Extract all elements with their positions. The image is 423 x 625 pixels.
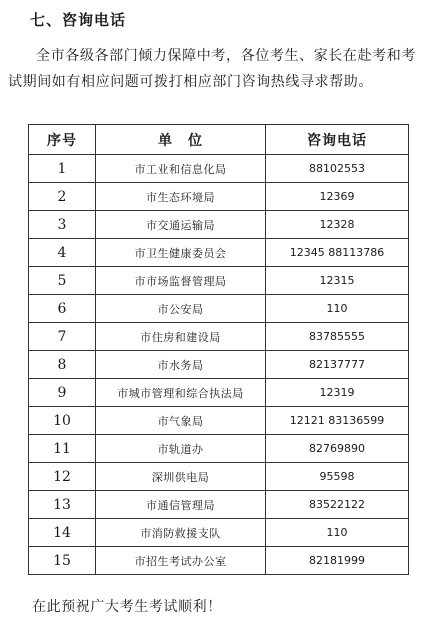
header-seq: 序号 xyxy=(29,125,96,155)
row-phone: 110 xyxy=(266,519,409,547)
row-seq: 9 xyxy=(29,379,96,407)
row-unit: 市水务局 xyxy=(96,351,266,379)
table-row xyxy=(29,435,409,463)
table-row xyxy=(29,519,409,547)
table-row xyxy=(29,267,409,295)
table-row xyxy=(29,491,409,519)
row-seq: 12 xyxy=(29,463,96,491)
row-unit: 市招生考试办公室 xyxy=(96,547,266,575)
row-seq: 3 xyxy=(29,211,96,239)
table-row xyxy=(29,295,409,323)
row-unit: 深圳供电局 xyxy=(96,463,266,491)
row-phone: 82769890 xyxy=(266,435,409,463)
table-row xyxy=(29,351,409,379)
row-seq: 4 xyxy=(29,239,96,267)
row-unit: 市消防救援支队 xyxy=(96,519,266,547)
intro-paragraph: 全市各级各部门倾力保障中考，各位考生、家长在赴考和考试期间如有相应问题可拨打相应部门咨询热线寻求帮助。 xyxy=(8,48,416,90)
row-seq: 8 xyxy=(29,351,96,379)
row-phone: 12345 88113786 xyxy=(266,239,409,267)
row-unit: 市交通运输局 xyxy=(96,211,266,239)
contact-table xyxy=(28,124,409,575)
row-seq: 15 xyxy=(29,547,96,575)
table-row xyxy=(29,463,409,491)
header-phone: 咨询电话 xyxy=(266,125,409,155)
row-seq: 13 xyxy=(29,491,96,519)
row-unit: 市气象局 xyxy=(96,407,266,435)
row-unit: 市生态环境局 xyxy=(96,183,266,211)
row-phone: 88102553 xyxy=(266,155,409,183)
table-row xyxy=(29,211,409,239)
row-unit: 市轨道办 xyxy=(96,435,266,463)
table-row xyxy=(29,183,409,211)
row-phone: 12319 xyxy=(266,379,409,407)
header-unit: 单 位 xyxy=(96,125,266,155)
table-row xyxy=(29,547,409,575)
row-seq: 6 xyxy=(29,295,96,323)
row-unit: 市城市管理和综合执法局 xyxy=(96,379,266,407)
row-phone: 12315 xyxy=(266,267,409,295)
row-phone: 83785555 xyxy=(266,323,409,351)
row-phone: 12369 xyxy=(266,183,409,211)
section-title: 七、咨询电话 xyxy=(30,11,127,29)
row-phone: 82181999 xyxy=(266,547,409,575)
table-row xyxy=(29,323,409,351)
row-unit: 市通信管理局 xyxy=(96,491,266,519)
table-row xyxy=(29,155,409,183)
row-phone: 83522122 xyxy=(266,491,409,519)
row-seq: 10 xyxy=(29,407,96,435)
table-row xyxy=(29,239,409,267)
row-seq: 14 xyxy=(29,519,96,547)
row-unit: 市工业和信息化局 xyxy=(96,155,266,183)
row-phone: 110 xyxy=(266,295,409,323)
row-seq: 5 xyxy=(29,267,96,295)
row-unit: 市卫生健康委员会 xyxy=(96,239,266,267)
row-unit: 市住房和建设局 xyxy=(96,323,266,351)
row-seq: 1 xyxy=(29,155,96,183)
row-phone: 12121 83136599 xyxy=(266,407,409,435)
row-seq: 11 xyxy=(29,435,96,463)
row-seq: 7 xyxy=(29,323,96,351)
closing-message: 在此预祝广大考生考试顺利！ xyxy=(32,599,222,615)
table-row xyxy=(29,407,409,435)
row-phone: 95598 xyxy=(266,463,409,491)
row-unit: 市公安局 xyxy=(96,295,266,323)
row-unit: 市市场监督管理局 xyxy=(96,267,266,295)
row-phone: 82137777 xyxy=(266,351,409,379)
row-seq: 2 xyxy=(29,183,96,211)
table-header-row xyxy=(29,125,409,155)
row-phone: 12328 xyxy=(266,211,409,239)
table-row xyxy=(29,379,409,407)
